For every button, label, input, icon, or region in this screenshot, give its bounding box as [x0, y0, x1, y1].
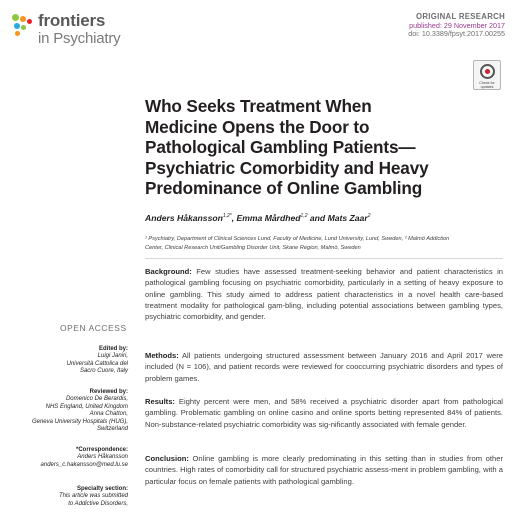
check-for-updates-icon [480, 64, 495, 79]
editor-line: Sacro Cuore, Italy [79, 368, 128, 375]
title-line: Medicine Opens the Door to [145, 116, 370, 137]
title-line: Predominance of Online Gambling [145, 178, 423, 198]
affiliation-line: ¹ Psychiatry, Department of Clinical Sciences Lund, Faculty of Medicine, Lund University, Lund, Sweden, ² Malmö Addiction [145, 236, 450, 242]
editor-line[interactable]: Luigi Janiri, [97, 353, 128, 360]
divider [145, 258, 503, 259]
published-date: published: 29 November 2017 [409, 20, 505, 30]
reviewer-line: Switzerland [96, 426, 128, 433]
reviewer-line[interactable]: Anna Chatton, [89, 411, 128, 418]
title-line: Psychiatric Comorbidity and Heavy [145, 157, 429, 178]
author-separator: , [231, 213, 237, 223]
specialty-line: This article was submitted [58, 493, 128, 500]
affiliation-line: Center, Clinical Research Unit/Gambling Disorder Unit, Skane Region, Malmö, Sweden [145, 244, 361, 251]
author-sup: 1,2 [300, 213, 308, 220]
check-for-updates-badge[interactable] [473, 60, 501, 90]
abstract-results [145, 396, 503, 430]
author-name[interactable]: Mats Zaar [327, 213, 368, 223]
results-text: Eighty percent were men, and 58% received a psychiatric disorder apart from pathological gambling. Problematic gambling on online casino and online sports betting represented 84% of patients. Non-substance-related psychiatric comorbidity was sig-nificantly associated with female gender. [145, 397, 503, 429]
article-title [145, 96, 495, 199]
author-sup: 2 [367, 213, 371, 220]
author-name[interactable]: Emma Mårdhed [236, 213, 301, 223]
correspondent-name: Anders Håkansson [77, 454, 128, 461]
article-type: ORIGINAL RESEARCH [416, 12, 505, 21]
correspondence-block [0, 447, 128, 469]
abstract-methods [145, 350, 503, 384]
correspondence-label: *Correspondence: [75, 447, 128, 453]
conclusion-text: Online gambling is more clearly predominating in this setting than in studies from other countries. High rates of comorbidity call for structured psychiatric assess-ment in problem gambling, with a particular focus on female patients with pathological gambling. [145, 454, 503, 486]
methods-text: All patients undergoing structured assessment between January 2016 and April 2017 were included (N = 106), and patient records were reviewed for cooccurring psychiatric disorders and types of problem games. [145, 351, 503, 383]
frontiers-logo-mark-icon [12, 14, 34, 40]
author-sup: 1,2* [222, 213, 232, 220]
methods-heading: Methods: [145, 351, 179, 360]
specialty-block [0, 486, 128, 508]
reviewer-line: Geneva University Hospitals (HUG), [31, 418, 128, 425]
frontiers-logo[interactable] [12, 12, 162, 52]
affiliations [145, 235, 503, 252]
specialty-label: Specialty section: [76, 486, 128, 492]
badge-label: Check for updates [479, 81, 495, 89]
background-heading: Background: [145, 267, 192, 276]
open-access-label: OPEN ACCESS [60, 323, 127, 333]
title-line: Who Seeks Treatment When [145, 96, 372, 116]
doi-link[interactable]: doi: 10.3389/fpsyt.2017.00255 [408, 29, 505, 39]
editor-line: Università Cattolica del [66, 360, 128, 367]
edited-by-label: Edited by: [98, 346, 128, 352]
article-meta [408, 13, 505, 39]
conclusion-heading: Conclusion: [145, 454, 189, 463]
title-line: Pathological Gambling Patients— [145, 137, 416, 157]
specialty-line: to Addictive Disorders, [68, 500, 128, 507]
author-separator: and [307, 213, 328, 223]
abstract-conclusion [145, 453, 503, 487]
journal-name: in Psychiatry [38, 30, 121, 47]
background-text: Few studies have assessed treatment-seeking behavior and patient characteristics in pathological gambling focusing on psychiatric comorbidity, particularly in a setting of heavy exposure to online gambling. This study aimed to address patient characteristics in a novel health care-based treatment modality for pathological gam-bling, including potential associations between gambling types, psychiatric comorbidity, and gender. [145, 267, 503, 322]
correspondent-email[interactable]: anders_c.hakansson@med.lu.se [40, 461, 128, 468]
abstract-background [145, 266, 503, 322]
reviewer-line[interactable]: Domenico De Berardis, [65, 396, 128, 403]
author-list [145, 213, 495, 223]
edited-by-block [0, 346, 128, 376]
reviewed-by-block [0, 389, 128, 433]
reviewed-by-label: Reviewed by: [89, 389, 128, 395]
results-heading: Results: [145, 397, 175, 406]
reviewer-line: NHS England, United Kingdom [45, 403, 128, 410]
author-name[interactable]: Anders Håkansson [145, 213, 223, 223]
publisher-name: frontiers [38, 11, 106, 30]
